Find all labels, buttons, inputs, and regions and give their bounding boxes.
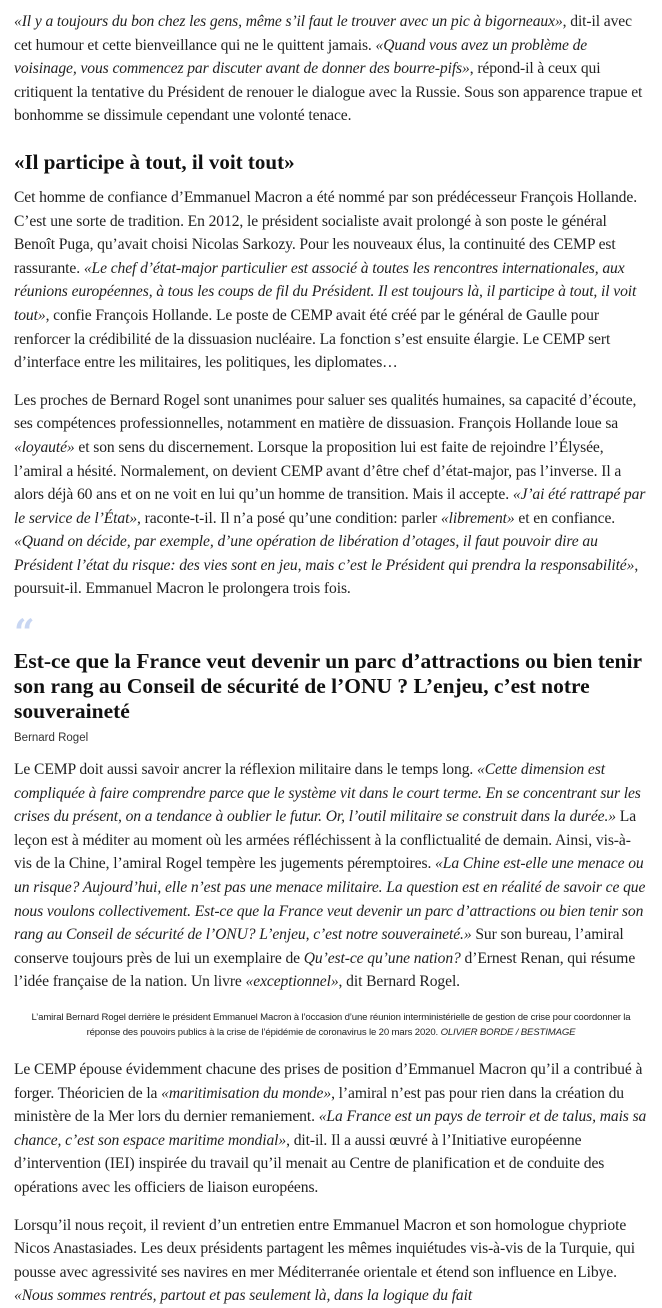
paragraph-6: Lorsqu’il nous reçoit, il revient d’un entretien entre Emmanuel Macron et son homologue chypriote Nicos Anastasiades. Les deux présidents partagent les mêmes inquiétudes vis-à-vis de la Turquie, qui pousse avec agressivité ses navires en mer Méditerranée orientale et étend son influence en Libye. «Nous sommes rentrés, partout et pas seulement là, dans la logique du fait (14, 1216, 635, 1305)
photo-caption: L’amiral Bernard Rogel derrière le président Emmanuel Macron à l’occasion d’une réunion interministérielle de gestion de crise pour coordonner la réponse des pouvoirs publics à la crise de l’épidémie de coronavirus le 20 mars 2020. OLIVIER BORDE / BESTIMAGE (31, 1012, 631, 1038)
pull-quote-text: Est-ce que la France veut devenir un parc d’attractions ou bien tenir son rang au Conseil de sécurité de l’ONU ? L’enjeu, c’est notre souveraineté (14, 649, 642, 724)
paragraph-3: Les proches de Bernard Rogel sont unanimes pour saluer ses qualités humaines, sa capacité d’écoute, ses compétences professionnelles, notamment en matière de dissuasion. François Hollande loue sa «loyauté» et son sens du discernement. Lorsque la proposition lui est faite de rejoindre l’Élysée, l’amiral a hésité. Normalement, on devient CEMP avant d’être chef d’état-major, pas l’inverse. Il a alors déjà 60 ans et on ne voit en lui qu’un homme de transition. Mais il accepte. «J’ai été rattrapé par le service de l’État», raconte-t-il. Il n’a posé qu’une condition: parler «librement» et en confiance. «Quand on décide, par exemple, d’une opération de libération d’otages, il faut pouvoir dire au Président l’état du risque: des vies sont en jeu, mais c’est le Président qui prendra la responsabilité», poursuit-il. Emmanuel Macron le prolongera trois fois. (14, 391, 646, 598)
quote-pic-bigorneaux: «Il y a toujours du bon chez les gens, même s’il faut le trouver avec un pic à bigorneaux» (14, 13, 563, 30)
photo-credit: OLIVIER BORDE / BESTIMAGE (440, 1027, 576, 1038)
paragraph-4: Le CEMP doit aussi savoir ancrer la réflexion militaire dans le temps long. «Cette dimension est compliquée à faire comprendre parce que le système vit dans le court terme. En se concentrant sur les crises du présent, on a tendance à oublier le futur. Or, l’outil militaire se construit dans la durée.» La leçon est à méditer au moment où les armées réfléchissent à la conflictualité de demain. Ainsi, vis-à-vis de la Chine, l’amiral Rogel tempère les jugements péremptoires. «La Chine est-elle une menace ou un risque? Aujourd’hui, elle n’est pas une menace militaire. La question est en réalité de savoir ce que nous voulons collectivement. Est-ce que la France veut devenir un parc d’attractions ou bien tenir son rang au Conseil de sécurité de l’ONU? L’enjeu, c’est notre souveraineté.» Sur son bureau, l’amiral conserve toujours près de lui un exemplaire de Qu’est-ce qu’une nation? d’Ernest Renan, qui résume l’idée française de la nation. Un livre «exceptionnel», dit Bernard Rogel. (14, 761, 646, 991)
pull-quote (14, 612, 648, 745)
pull-quote-author: Bernard Rogel (14, 732, 89, 745)
article-body (0, 10, 662, 1308)
quote-voisinage: «Quand vous avez un problème de voisinage, vous commencez par discuter avant de donner des bourre-pifs» (14, 36, 588, 78)
paragraph-1: «Il y a toujours du bon chez les gens, même s’il faut le trouver avec un pic à bigorneaux», dit-il avec cet humour et cette bienveillance qui ne le quittent jamais. «Quand vous avez un problème de voisinage, vous commencez par discuter avant de donner des bourre-pifs», répond-il à ceux qui critiquent la tentative du Président de renouer le dialogue avec la Russie. Sous son apparence trapue et bonhomme se dissimule cependant une volonté tenace. (14, 13, 643, 125)
book-title: Qu’est-ce qu’une nation? (303, 949, 461, 967)
paragraph-5: Le CEMP épouse évidemment chacune des prises de position d’Emmanuel Macron qu’il a contribué à forger. Théoricien de la «maritimisation du monde», l’amiral n’est pas pour rien dans la création du ministère de la Mer lors du dernier remaniement. «La France est un pays de terroir et de talus, mais sa chance, c’est son espace maritime mondial», dit-il. Il a aussi œuvré à l’Initiative européenne d’intervention (IEI) inspirée du travail qu’il menait au Centre de planification et de conduite des opérations avec les officiers de liaison européens. (14, 1061, 647, 1196)
paragraph-2: Cet homme de confiance d’Emmanuel Macron a été nommé par son prédécesseur François Hollande. C’est une sorte de tradition. En 2012, le président socialiste avait prolongé à son poste le général Benoît Puga, qu’avait choisi Nicolas Sarkozy. Pour les nouveaux élus, la continuité des CEMP est rassurante. «Le chef d’état-major particulier est associé à toutes les rencontres internationales, aux réunions européennes, à tous les coups de fil du Président. Il est toujours là, il participe à tout, il voit tout», confie François Hollande. Le poste de CEMP avait été créé par le général de Gaulle pour renforcer la crédibilité de la dissuasion nucléaire. La fonction s’est ensuite élargie. Le CEMP sert d’interface entre les militaires, les politiques, les diplomates… (14, 188, 637, 372)
quote-hollande: «Le chef d’état-major particulier est associé à toutes les rencontres internationales, aux réunions européennes, à tous les coups de fil du Président. Il est toujours là, il participe à tout, il voit tout» (14, 259, 637, 324)
section-heading: «Il participe à tout, il voit tout» (14, 149, 295, 174)
quote-mark-icon: “ (14, 612, 35, 655)
